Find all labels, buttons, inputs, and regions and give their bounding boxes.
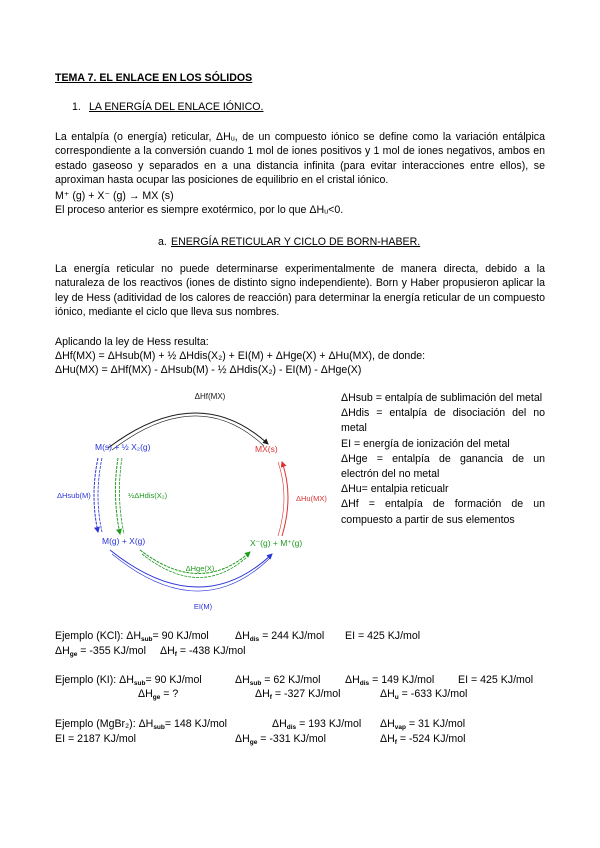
example-mgbr2-f: $\Delta H_f = -524$ KJ/mol <box>380 733 466 746</box>
legend-item: ΔHsub = entalpía de sublimación del metal <box>341 392 543 404</box>
example-ki-ge: $\Delta H_{ge}$ = ? <box>138 688 179 701</box>
value-dis: 193 KJ/mol <box>308 718 362 730</box>
legend-item: ΔHu= entalpia reticualr <box>341 483 449 496</box>
hess-equation-2: ΔHu(MX) = ΔHf(MX) - ΔHsub(M) - ½ ΔHdis(X₂) - EI(M) - ΔHge(X) <box>55 364 362 376</box>
bottom-right-species: X⁻(g) + M⁺(g) <box>250 538 303 548</box>
value-f: -327 KJ/mol <box>283 688 341 700</box>
formation-label: ΔHf(MX) <box>194 392 226 401</box>
value-f: -524 KJ/mol <box>408 733 466 745</box>
example-mgbr2-vap: $\Delta H_{vap} = 31$ KJ/mol <box>380 718 466 731</box>
value-ei: 425 KJ/mol <box>480 674 534 686</box>
example-kcl-line1: Ejemplo (KCl): $\Delta H_{sub}= 90$ KJ/mol <box>55 630 209 643</box>
sublimation-label: ΔHsub(M) <box>57 491 91 500</box>
example-ki-u: $\Delta H_u = -633$ KJ/mol <box>380 688 468 701</box>
page-title: TEMA 7. EL ENLACE EN LOS SÓLIDOS <box>55 72 253 84</box>
born-haber-diagram <box>50 386 340 618</box>
hess-intro: Aplicando la ley de Hess resulta: <box>55 336 209 348</box>
section-letter: a. <box>158 236 167 248</box>
legend-item: ΔHge = entalpía de ganancia de un electrón del no metal <box>341 452 545 481</box>
example-ki-f: $\Delta H_f = -327$ KJ/mol <box>255 688 341 701</box>
example-kcl-ei: EI = 425 KJ/mol <box>345 630 421 642</box>
example-kcl-dis: $\Delta H_{dis} = 244$ KJ/mol <box>235 630 325 643</box>
intro-paragraph: La entalpía (o energía) reticular, ΔHᵤ, de un compuesto iónico se define como la variación entálpica correspondiente a la conversión cuando 1 mol de iones positivos y 1 mol de iones negativos, ambos en estado gaseoso y separados en a una distancia infinita (para evitar interacciones entre ellos), se aproximan hasta ocupar las posiciones de equilibrio en el cristal iónico. <box>55 131 545 187</box>
value-ei: 2187 KJ/mol <box>77 733 136 745</box>
example-mgbr2-dis: $\Delta H_{dis} = 193$ KJ/mol <box>272 718 362 731</box>
example-label: Ejemplo (KCl): <box>55 630 124 642</box>
section-heading-1 <box>72 101 263 113</box>
dissociation-label: ½ΔHdis(X₂) <box>128 491 168 500</box>
ionization-label: EI(M) <box>193 602 213 611</box>
legend-item: ΔHf = entalpía de formación de un compuesto a partir de sus elementos <box>341 498 545 526</box>
example-mgbr2-ge: $\Delta H_{ge} = -331$ KJ/mol <box>235 733 326 746</box>
value-sub2: 62 KJ/mol <box>273 674 321 686</box>
value-ge: -355 KJ/mol <box>89 645 146 657</box>
value-dis: 149 KJ/mol <box>381 674 435 686</box>
lattice-energy-label: ΔHu(MX) <box>296 494 327 503</box>
section-number: 1. <box>72 101 81 113</box>
electron-gain-label: ΔHge(X) <box>185 564 215 573</box>
born-haber-paragraph: La energía reticular no puede determinarse experimentalmente de manera directa, debido a la naturaleza de los reactivos (iones de distinto signo independiente). Born y Haber propusieron aplicar la ley de Hess (aditividad de los calores de reacción) para determinar la energía reticular de un compuesto iónico, mediante el ciclo que lleva sus nombres. <box>55 263 545 319</box>
legend <box>341 391 545 528</box>
value-u: -633 KJ/mol <box>410 688 468 700</box>
bottom-left-species: M(g) + X(g) <box>102 536 146 546</box>
example-ki-dis: $\Delta H_{dis} = 149$ KJ/mol <box>345 674 435 687</box>
example-ki-ei: EI = 425 KJ/mol <box>458 674 534 686</box>
exothermic-note: El proceso anterior es siempre exotérmico, por lo que ΔHᵤ<0. <box>55 204 344 216</box>
value-sub: 148 KJ/mol <box>174 718 228 730</box>
example-mgbr2-ei: EI = 2187 KJ/mol <box>55 733 136 745</box>
example-ki-sub2: $\Delta H_{sub} = 62$ KJ/mol <box>235 674 321 687</box>
example-kcl-f: $\Delta H_f = -438$ KJ/mol <box>160 645 246 658</box>
left-species: M(s) + ½ X₂(g) <box>95 442 151 452</box>
value-ge: ? <box>172 688 179 700</box>
example-mgbr2-line1: Ejemplo (MgBr₂): $\Delta H_{sub}= 148$ KJ/mol <box>55 718 228 731</box>
sublimation-arrow <box>94 458 98 532</box>
value-dis: 244 KJ/mol <box>271 630 325 642</box>
hess-equation-1: ΔHf(MX) = ΔHsub(M) + ½ ΔHdis(X₂) + EI(M) + ΔHge(X) + ΔHu(MX), de donde: <box>55 350 426 362</box>
reaction-equation: M⁺ (g) + X⁻ (g) → MX (s) <box>55 190 174 202</box>
value-sub: 90 KJ/mol <box>161 630 209 642</box>
lattice-energy-arrow <box>282 462 288 536</box>
section-heading-a <box>158 236 420 248</box>
value-ei: 425 KJ/mol <box>367 630 421 642</box>
value-sub: 90 KJ/mol <box>154 674 202 686</box>
legend-item: ΔHdis = entalpía de disociación del no metal <box>341 407 545 435</box>
legend-item: EI = energía de ionización del metal <box>341 437 510 450</box>
value-ge: -331 KJ/mol <box>269 733 326 745</box>
section-a-title: ENERGÍA RETICULAR Y CICLO DE BORN-HABER. <box>171 236 421 248</box>
example-kcl-ge: $\Delta H_{ge} = -355$ KJ/mol <box>55 645 146 658</box>
example-label: Ejemplo (KI): <box>55 674 117 686</box>
section-title: LA ENERGÍA DEL ENLACE IÓNICO. <box>89 101 264 113</box>
value-f: -438 KJ/mol <box>188 645 246 657</box>
example-ki-line1: Ejemplo (KI): $\Delta H_{sub}= 90$ KJ/mol <box>55 674 202 687</box>
value-vap: 31 KJ/mol <box>418 718 466 730</box>
example-label: Ejemplo (MgBr₂): <box>55 718 136 730</box>
right-species: MX(s) <box>255 444 278 454</box>
